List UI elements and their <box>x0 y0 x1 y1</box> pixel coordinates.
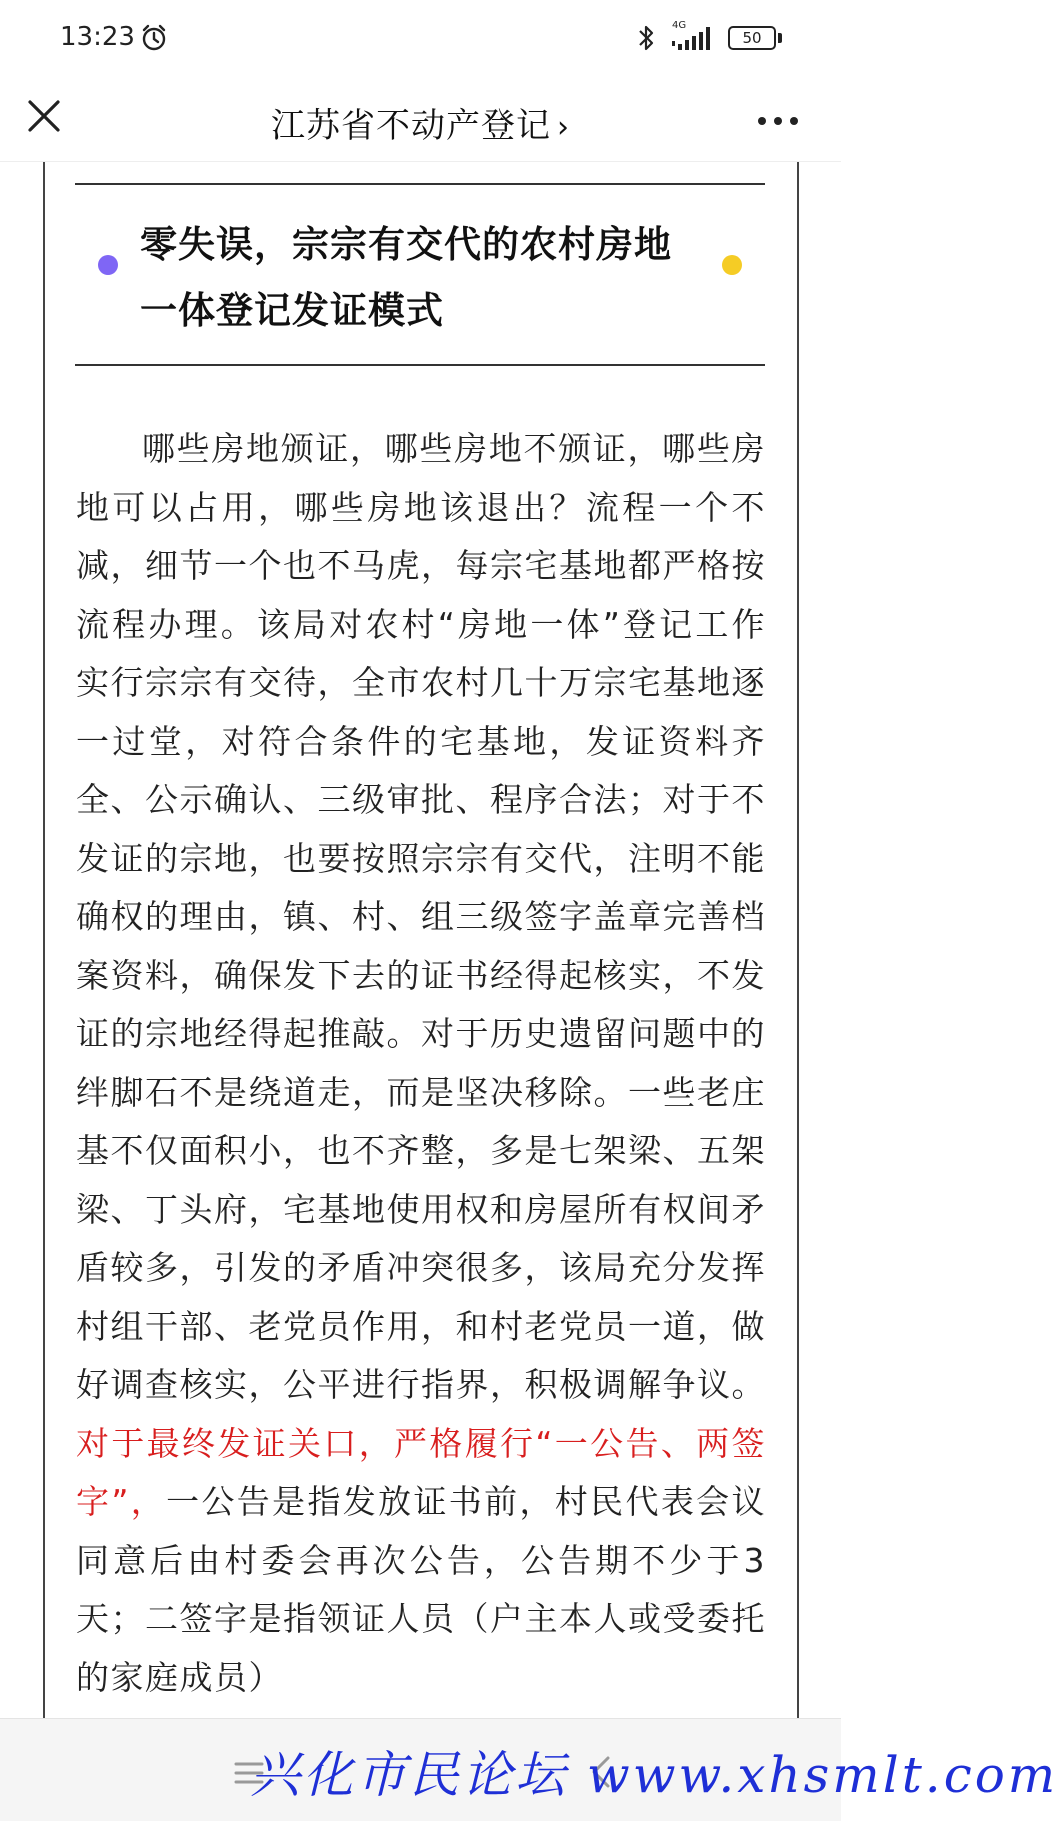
status-bar <box>0 0 841 76</box>
more-icon[interactable] <box>756 112 800 131</box>
forum-watermark: 兴化市民论坛 www.xhsmlt.com <box>250 1746 1058 1804</box>
bottom-nav-bar <box>0 1718 1058 1821</box>
signal-icon <box>668 22 718 56</box>
bluetooth-icon <box>636 24 656 56</box>
battery-icon: 50 <box>728 26 776 50</box>
network-label: 4G <box>672 20 687 31</box>
paragraph-text-continued: 一公告是指发放证书前，村民代表会议同意后由村委会再次公告，公告期不少于3天；二签字是指领证人员（户主本人或受委托的家庭成员） <box>76 1482 766 1697</box>
headline-line-2: 一体登记发证模式 <box>140 289 444 332</box>
battery-tip <box>778 33 782 43</box>
status-time: 13:23 <box>60 22 135 52</box>
section-divider-top <box>75 183 765 185</box>
alarm-icon <box>140 24 168 56</box>
account-title-link[interactable] <box>0 98 841 147</box>
section-headline <box>140 212 710 344</box>
purple-dot-icon <box>98 255 118 275</box>
nav-bar <box>0 76 841 162</box>
chevron-right-icon: › <box>557 110 570 145</box>
paragraph-highlight: 对于最终发证关口，严格履行“一公告、两签字”， <box>76 1423 766 1521</box>
yellow-dot-icon <box>722 255 742 275</box>
section-divider-bottom <box>75 364 765 366</box>
paragraph-text: 哪些房地颁证，哪些房地不颁证，哪些房地可以占用，哪些房地该退出？流程一个不减，细节一个也不马虎，每宗宅基地都严格按流程办理。该局对农村“房地一体”登记工作实行宗宗有交待，全市农村几十万宗宅基地逐一过堂，对符合条件的宅基地，发证资料齐全、公示确认、三级审批、程序合法；对于不发证的宗地，也要按照宗宗有交代，注明不能确权的理由，镇、村、组三级签字盖章完善档案资料，确保发下去的证书经得起核实，不发证的宗地经得起推敲。对于历史遗留问题中的绊脚石不是绕道走，而是坚决移除。一些老庄基不仅面积小，也不齐整，多是七架梁、五架梁、丁头府，宅基地使用权和房屋所有权间矛盾较多，引发的矛盾冲突很多，该局充分发挥村组干部、老党员作用，和村老党员一道，做好调查核实，公平进行指界，积极调解争议。 <box>76 429 766 1404</box>
headline-line-1: 零失误，宗宗有交代的农村房地 <box>140 223 672 266</box>
article-paragraph <box>76 420 766 1707</box>
page-title: 江苏省不动产登记 <box>271 106 551 146</box>
